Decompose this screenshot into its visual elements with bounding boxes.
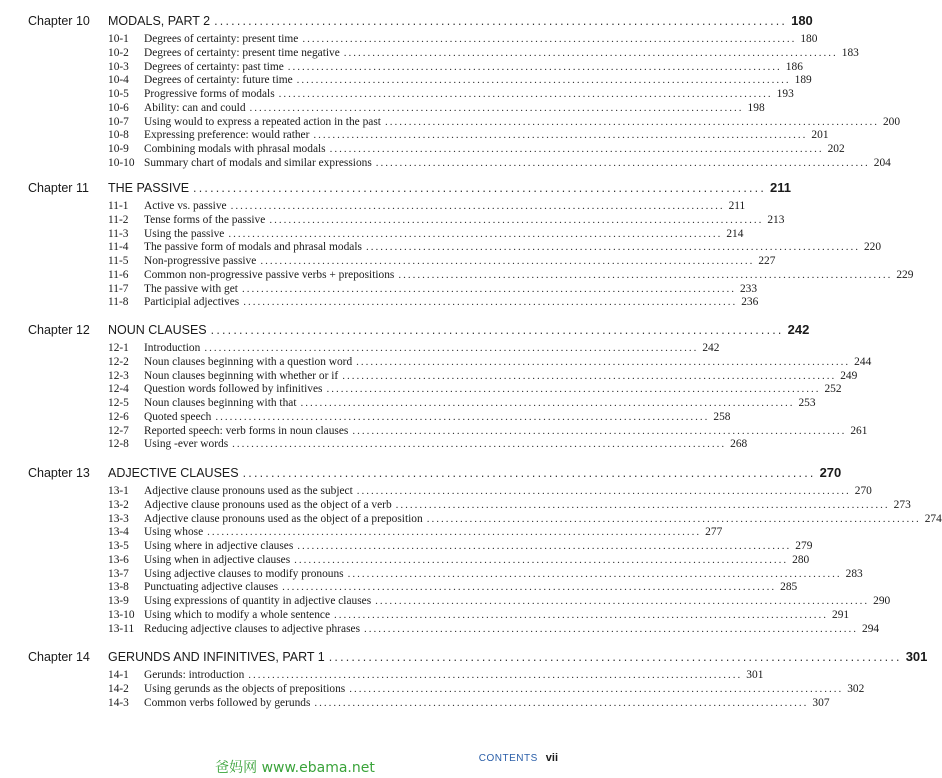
dot-leader: ........................................................................................................ xyxy=(241,282,736,295)
section-number: 10-2 xyxy=(108,46,129,59)
entry-list xyxy=(0,485,942,636)
section-title: Noun clauses beginning with a question word xyxy=(144,355,353,368)
section-title: Non-progressive passive xyxy=(144,255,257,267)
dot-leader: ........................................................................................................ xyxy=(398,268,893,281)
section-title: Common non-progressive passive verbs + prepositions xyxy=(144,268,395,281)
toc-entry xyxy=(0,485,872,499)
section-number: 10-7 xyxy=(108,115,129,128)
section-title: Degrees of certainty: past time xyxy=(144,60,284,73)
section-title: Reducing adjective clauses to adjective phrases xyxy=(144,622,361,635)
toc-entry xyxy=(0,156,891,171)
chapter-heading xyxy=(0,463,842,483)
section-number: 13-4 xyxy=(108,526,129,539)
section-title: Degrees of certainty: present time xyxy=(144,33,299,45)
section-number: 12-3 xyxy=(108,369,129,382)
section-title: Introduction xyxy=(144,342,201,354)
section-page: 183 xyxy=(841,46,859,59)
chapter-label: Chapter 10 xyxy=(28,14,90,28)
section-number: 11-7 xyxy=(108,282,129,295)
dot-leader: ........................................................................................................ xyxy=(249,101,744,114)
dot-leader: ........................................................................................................ xyxy=(248,669,743,681)
section-number: 11-8 xyxy=(108,296,129,309)
dot-leader: ........................................................................................................ xyxy=(326,383,821,396)
toc-entry xyxy=(0,74,812,88)
toc-entry xyxy=(0,553,810,568)
section-page: 204 xyxy=(873,156,891,169)
dot-leader: ........................................................................................................ xyxy=(347,567,842,580)
section-title: Quoted speech xyxy=(144,410,212,423)
section-page: 186 xyxy=(785,60,803,73)
section-page: 214 xyxy=(726,227,744,240)
section-page: 211 xyxy=(728,200,746,212)
toc-entry xyxy=(0,46,859,61)
chapter-page: 211 xyxy=(770,180,791,195)
section-page: 244 xyxy=(854,355,872,368)
section-page: 302 xyxy=(847,682,865,695)
section-page: 201 xyxy=(811,129,829,142)
section-number: 11-1 xyxy=(108,200,129,212)
section-title: Active vs. passive xyxy=(144,200,227,212)
dot-leader: ........................................................................................................ xyxy=(343,46,838,59)
toc-entry xyxy=(0,498,911,513)
toc-entry xyxy=(0,383,842,397)
section-page: 220 xyxy=(863,241,882,254)
entry-list xyxy=(0,200,914,310)
dot-leader: ........................................................................................................ xyxy=(243,296,738,309)
section-number: 10-3 xyxy=(108,60,129,73)
dot-leader: ........................................................................................................ xyxy=(384,115,879,128)
section-page: 236 xyxy=(741,296,759,309)
dot-leader: ..................................................................................................... xyxy=(214,14,788,28)
dot-leader: ........................................................................................................ xyxy=(269,213,764,226)
section-number: 14-2 xyxy=(108,682,129,695)
toc-entry xyxy=(0,60,803,75)
dot-leader: ........................................................................................................ xyxy=(278,88,773,100)
toc-entry xyxy=(0,608,850,623)
toc-entry xyxy=(0,101,765,116)
chapter-page: 242 xyxy=(787,322,810,337)
section-page: 283 xyxy=(845,567,863,580)
section-page: 285 xyxy=(780,581,798,594)
dot-leader: ........................................................................................................ xyxy=(375,595,870,607)
entry-list xyxy=(0,33,901,171)
section-number: 13-9 xyxy=(108,595,129,607)
toc-entry xyxy=(0,682,865,697)
entry-list xyxy=(0,342,872,452)
section-page: 233 xyxy=(739,282,758,295)
toc-entry xyxy=(0,567,863,582)
section-page: 249 xyxy=(840,369,858,382)
dot-leader: ........................................................................................................ xyxy=(375,156,870,169)
toc-entry xyxy=(0,369,858,384)
chapter-title: THE PASSIVE xyxy=(108,181,190,195)
section-title: Summary chart of modals and similar expressions xyxy=(144,156,372,169)
toc-entry xyxy=(0,595,891,609)
toc-entry xyxy=(0,424,868,439)
section-title: Punctuating adjective clauses xyxy=(144,581,279,594)
chapter-title: ADJECTIVE CLAUSES xyxy=(108,466,239,480)
section-page: 227 xyxy=(758,255,776,267)
toc-entry xyxy=(0,200,746,214)
toc-entry xyxy=(0,33,818,47)
toc-entry xyxy=(0,115,901,130)
section-number: 10-8 xyxy=(108,129,129,142)
dot-leader: ........................................................................................................ xyxy=(314,696,809,709)
section-number: 12-5 xyxy=(108,397,129,409)
section-number: 12-8 xyxy=(108,438,129,451)
section-number: 11-5 xyxy=(108,255,129,267)
section-page: 280 xyxy=(792,553,810,566)
section-number: 14-3 xyxy=(108,696,129,709)
section-page: 213 xyxy=(767,213,785,226)
section-page: 198 xyxy=(747,101,765,114)
section-title: The passive form of modals and phrasal modals xyxy=(144,241,362,254)
section-title: Adjective clause pronouns used as the subject xyxy=(144,485,353,497)
section-title: Using adjective clauses to modify pronouns xyxy=(144,567,344,580)
dot-leader: ........................................................................................................ xyxy=(349,682,844,695)
chapter-page: 180 xyxy=(791,13,813,28)
section-page: 258 xyxy=(713,410,731,423)
toc-entry xyxy=(0,241,882,255)
dot-leader: ..................................................................................................... xyxy=(328,650,902,664)
dot-leader: ........................................................................................................ xyxy=(313,129,808,142)
toc-entry xyxy=(0,397,816,411)
dot-leader: ........................................................................................................ xyxy=(204,342,699,354)
dot-leader: ........................................................................................................ xyxy=(364,622,859,635)
section-page: 189 xyxy=(794,74,812,87)
chapter-heading xyxy=(0,11,813,31)
section-page: 252 xyxy=(824,383,842,396)
chapter-label: Chapter 13 xyxy=(28,466,90,480)
toc-entry xyxy=(0,622,880,637)
section-title: Participial adjectives xyxy=(144,296,240,309)
toc-entry xyxy=(0,540,813,554)
section-title: Using the passive xyxy=(144,227,225,240)
section-page: 291 xyxy=(832,608,850,621)
section-number: 10-9 xyxy=(108,143,129,155)
section-title: Using which to modify a whole sentence xyxy=(144,608,331,621)
section-title: Using when in adjective clauses xyxy=(144,553,291,566)
section-title: Expressing preference: would rather xyxy=(144,129,310,142)
section-title: Tense forms of the passive xyxy=(144,213,266,226)
dot-leader: ........................................................................................................ xyxy=(260,255,755,267)
toc-entry xyxy=(0,296,759,310)
section-title: Adjective clause pronouns used as the object of a verb xyxy=(144,498,392,511)
section-page: 202 xyxy=(827,143,845,155)
section-number: 12-2 xyxy=(108,355,129,368)
chapter-title: MODALS, PART 2 xyxy=(108,14,211,28)
toc-entry xyxy=(0,410,731,425)
section-title: Using expressions of quantity in adjective clauses xyxy=(144,595,372,607)
dot-leader: ........................................................................................................ xyxy=(395,498,890,511)
section-number: 12-6 xyxy=(108,410,129,423)
toc-entry xyxy=(0,143,845,157)
toc-entry xyxy=(0,213,785,228)
section-title: Using -ever words xyxy=(144,438,229,451)
section-number: 13-1 xyxy=(108,485,129,497)
dot-leader: ........................................................................................................ xyxy=(228,227,723,240)
section-page: 261 xyxy=(850,424,868,437)
dot-leader: ..................................................................................................... xyxy=(210,323,784,337)
dot-leader: ..................................................................................................... xyxy=(193,181,767,195)
section-title: Question words followed by infinitives xyxy=(144,383,323,396)
toc-entry xyxy=(0,696,830,711)
section-title: Reported speech: verb forms in noun clauses xyxy=(144,424,349,437)
section-page: 268 xyxy=(730,438,748,451)
dot-leader: ........................................................................................................ xyxy=(215,410,710,423)
section-title: Adjective clause pronouns used as the object of a preposition xyxy=(144,512,423,525)
dot-leader: ........................................................................................................ xyxy=(342,369,837,382)
chapter-title: NOUN CLAUSES xyxy=(108,323,207,337)
dot-leader: ........................................................................................................ xyxy=(329,143,824,155)
toc-entry xyxy=(0,669,764,683)
section-title: Combining modals with phrasal modals xyxy=(144,143,326,155)
section-page: 290 xyxy=(873,595,891,607)
section-title: The passive with get xyxy=(144,282,238,295)
watermark: 爸妈网 www.ebama.net xyxy=(215,760,375,776)
dot-leader: ........................................................................................................ xyxy=(230,200,725,212)
toc-entry xyxy=(0,268,914,283)
toc-entry xyxy=(0,512,942,527)
dot-leader: ........................................................................................................ xyxy=(207,526,702,539)
section-page: 229 xyxy=(896,268,914,281)
toc-entry xyxy=(0,581,798,595)
section-page: 277 xyxy=(705,526,723,539)
chapter-heading xyxy=(0,647,928,667)
section-number: 11-4 xyxy=(108,241,129,254)
chapter-heading xyxy=(0,320,810,340)
dot-leader: ........................................................................................................ xyxy=(352,424,847,437)
chapter-title: GERUNDS AND INFINITIVES, PART 1 xyxy=(108,650,325,664)
dot-leader: ........................................................................................................ xyxy=(426,512,921,525)
section-number: 10-1 xyxy=(108,33,129,45)
section-title: Gerunds: introduction xyxy=(144,669,245,681)
chapter-10 xyxy=(0,11,901,171)
toc-entry xyxy=(0,526,723,540)
chapter-label: Chapter 12 xyxy=(28,323,90,337)
section-title: Using where in adjective clauses xyxy=(144,540,294,552)
section-number: 10-6 xyxy=(108,101,129,114)
toc-entry xyxy=(0,282,758,297)
toc-entry xyxy=(0,88,794,102)
section-page: 294 xyxy=(862,622,880,635)
dot-leader: ........................................................................................................ xyxy=(232,438,727,451)
section-number: 13-2 xyxy=(108,498,129,511)
section-title: Degrees of certainty: present time negative xyxy=(144,46,340,59)
section-page: 242 xyxy=(702,342,720,354)
chapter-page: 270 xyxy=(819,465,842,480)
dot-leader: ........................................................................................................ xyxy=(287,60,782,73)
dot-leader: ........................................................................................................ xyxy=(302,33,797,45)
section-number: 13-11 xyxy=(108,622,135,635)
footer-label: CONTENTS xyxy=(478,753,538,764)
dot-leader: ..................................................................................................... xyxy=(242,466,816,480)
section-number: 10-10 xyxy=(108,156,135,169)
section-number: 13-8 xyxy=(108,581,129,594)
section-title: Using would to express a repeated action in the past xyxy=(144,115,381,128)
section-page: 273 xyxy=(893,498,911,511)
section-title: Progressive forms of modals xyxy=(144,88,275,100)
section-title: Using gerunds as the objects of prepositions xyxy=(144,682,346,695)
section-title: Degrees of certainty: future time xyxy=(144,74,293,87)
section-number: 14-1 xyxy=(108,669,129,681)
section-number: 11-6 xyxy=(108,268,129,281)
toc-entry xyxy=(0,227,744,242)
section-page: 193 xyxy=(776,88,794,100)
chapter-label: Chapter 14 xyxy=(28,650,90,664)
dot-leader: ........................................................................................................ xyxy=(282,581,777,594)
dot-leader: ........................................................................................................ xyxy=(297,540,792,552)
toc-entry xyxy=(0,255,776,269)
section-number: 13-5 xyxy=(108,540,129,552)
dot-leader: ........................................................................................................ xyxy=(334,608,829,621)
section-page: 200 xyxy=(882,115,901,128)
toc-entry xyxy=(0,355,872,370)
section-number: 12-4 xyxy=(108,383,129,396)
section-number: 12-7 xyxy=(108,424,129,437)
chapter-heading xyxy=(0,178,791,198)
chapter-label: Chapter 11 xyxy=(28,181,89,195)
chapter-14 xyxy=(0,647,928,710)
chapter-11 xyxy=(0,178,914,310)
chapter-13 xyxy=(0,463,942,636)
section-page: 274 xyxy=(924,512,942,525)
section-number: 13-6 xyxy=(108,553,129,566)
section-title: Noun clauses beginning with whether or if xyxy=(144,369,339,382)
section-number: 10-4 xyxy=(108,74,129,87)
toc-entry xyxy=(0,342,720,356)
footer-page-number: vii xyxy=(545,752,558,764)
section-page: 307 xyxy=(812,696,830,709)
dot-leader: ........................................................................................................ xyxy=(356,485,851,497)
dot-leader: ........................................................................................................ xyxy=(296,74,791,87)
section-number: 13-7 xyxy=(108,567,129,580)
section-page: 279 xyxy=(795,540,813,552)
chapter-page: 301 xyxy=(905,649,928,664)
section-page: 180 xyxy=(800,33,818,45)
chapter-12 xyxy=(0,320,872,452)
section-number: 11-3 xyxy=(108,227,129,240)
section-number: 13-3 xyxy=(108,512,129,525)
dot-leader: ........................................................................................................ xyxy=(356,355,851,368)
section-page: 301 xyxy=(746,669,764,681)
dot-leader: ........................................................................................................ xyxy=(300,397,795,409)
dot-leader: ........................................................................................................ xyxy=(365,241,860,254)
dot-leader: ........................................................................................................ xyxy=(294,553,789,566)
section-page: 270 xyxy=(854,485,872,497)
section-page: 253 xyxy=(798,397,816,409)
section-title: Common verbs followed by gerunds xyxy=(144,696,311,709)
entry-list xyxy=(0,669,865,710)
section-title: Using whose xyxy=(144,526,204,539)
toc-entry xyxy=(0,129,829,143)
section-number: 12-1 xyxy=(108,342,129,354)
section-number: 10-5 xyxy=(108,88,129,100)
section-number: 11-2 xyxy=(108,213,129,226)
section-number: 13-10 xyxy=(108,608,135,621)
toc-entry xyxy=(0,438,748,452)
section-title: Ability: can and could xyxy=(144,101,246,114)
section-title: Noun clauses beginning with that xyxy=(144,397,297,409)
